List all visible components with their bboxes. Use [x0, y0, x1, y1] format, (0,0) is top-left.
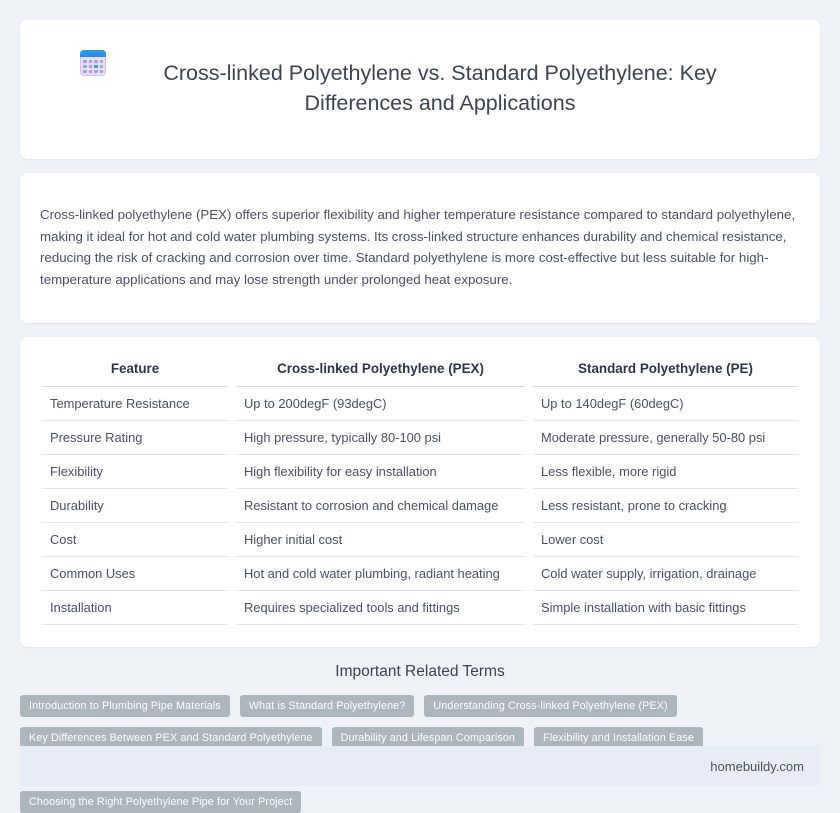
table-row — [42, 523, 798, 557]
cell-pe: Cold water supply, irrigation, drainage — [529, 557, 798, 591]
related-terms-section — [20, 663, 820, 813]
column-header-pex: Cross-linked Polyethylene (PEX) — [232, 355, 529, 387]
cell-pex: Hot and cold water plumbing, radiant heating — [232, 557, 529, 591]
table-row — [42, 591, 798, 625]
description-card — [20, 173, 820, 324]
table-row — [42, 489, 798, 523]
calendar-cell — [100, 65, 104, 68]
related-term-tag[interactable]: Choosing the Right Polyethylene Pipe for Your Project — [20, 791, 301, 813]
comparison-table-card — [20, 337, 820, 647]
tag-row — [20, 695, 820, 717]
table-row — [42, 387, 798, 421]
cell-feature: Pressure Rating — [42, 421, 232, 455]
calendar-cell — [89, 65, 93, 68]
table-row — [42, 455, 798, 489]
calendar-cell — [100, 60, 104, 63]
cell-pex: Requires specialized tools and fittings — [232, 591, 529, 625]
cell-pe: Up to 140degF (60degC) — [529, 387, 798, 421]
related-term-tag[interactable]: Introduction to Plumbing Pipe Materials — [20, 695, 230, 717]
table-head — [42, 355, 798, 387]
cell-pex: Resistant to corrosion and chemical damage — [232, 489, 529, 523]
cell-feature: Durability — [42, 489, 232, 523]
cell-pex: High pressure, typically 80-100 psi — [232, 421, 529, 455]
page-title: Cross-linked Polyethylene vs. Standard Polyethylene: Key Differences and Applications — [163, 61, 717, 116]
description-text: Cross-linked polyethylene (PEX) offers superior flexibility and higher temperature resistance compared to standard polyethylene, making it ideal for hot and cold water plumbing systems. Its cross-linked structure enhances durability and chemical resistance, reducing the risk of cracking and corrosion over time. Standard polyethylene is more cost-effective but less suitable for high-temperature applications and may lose strength under prolonged heat exposure. — [40, 207, 796, 287]
cell-feature: Common Uses — [42, 557, 232, 591]
related-term-tag[interactable]: Durability and Lifespan Comparison — [332, 727, 524, 749]
cell-pe: Less resistant, prone to cracking — [529, 489, 798, 523]
calendar-cell — [89, 70, 93, 73]
cell-pe: Less flexible, more rigid — [529, 455, 798, 489]
cell-pe: Lower cost — [529, 523, 798, 557]
calendar-cell — [83, 65, 87, 68]
footer-bar — [20, 746, 820, 786]
column-header-feature: Feature — [42, 355, 232, 387]
cell-pe: Moderate pressure, generally 50-80 psi — [529, 421, 798, 455]
cell-pex: High flexibility for easy installation — [232, 455, 529, 489]
header-card — [20, 20, 820, 159]
related-term-tag[interactable]: What is Standard Polyethylene? — [240, 695, 415, 717]
calendar-icon — [80, 50, 106, 76]
table-header-row — [42, 355, 798, 387]
calendar-cell — [83, 70, 87, 73]
header-row — [80, 44, 760, 133]
calendar-icon-header — [80, 50, 106, 57]
cell-feature: Temperature Resistance — [42, 387, 232, 421]
table-body — [42, 387, 798, 625]
related-term-tag[interactable]: Understanding Cross-linked Polyethylene (PEX) — [424, 695, 676, 717]
calendar-cell — [83, 60, 87, 63]
related-term-tag[interactable]: Key Differences Between PEX and Standard Polyethylene — [20, 727, 322, 749]
calendar-cell-today — [94, 65, 98, 68]
footer-site-name: homebuildy.com — [710, 758, 804, 774]
calendar-cell — [89, 60, 93, 63]
cell-pe: Simple installation with basic fittings — [529, 591, 798, 625]
column-header-pe: Standard Polyethylene (PE) — [529, 355, 798, 387]
calendar-icon-grid — [83, 60, 103, 73]
comparison-table — [42, 355, 798, 625]
cell-pex: Higher initial cost — [232, 523, 529, 557]
calendar-cell — [94, 70, 98, 73]
tag-row — [20, 791, 820, 813]
cell-feature: Cost — [42, 523, 232, 557]
related-terms-heading: Important Related Terms — [335, 663, 505, 681]
cell-pex: Up to 200degF (93degC) — [232, 387, 529, 421]
calendar-cell — [94, 60, 98, 63]
calendar-cell — [100, 70, 104, 73]
related-term-tag[interactable]: Flexibility and Installation Ease — [534, 727, 703, 749]
table-row — [42, 557, 798, 591]
cell-feature: Installation — [42, 591, 232, 625]
table-row — [42, 421, 798, 455]
cell-feature: Flexibility — [42, 455, 232, 489]
